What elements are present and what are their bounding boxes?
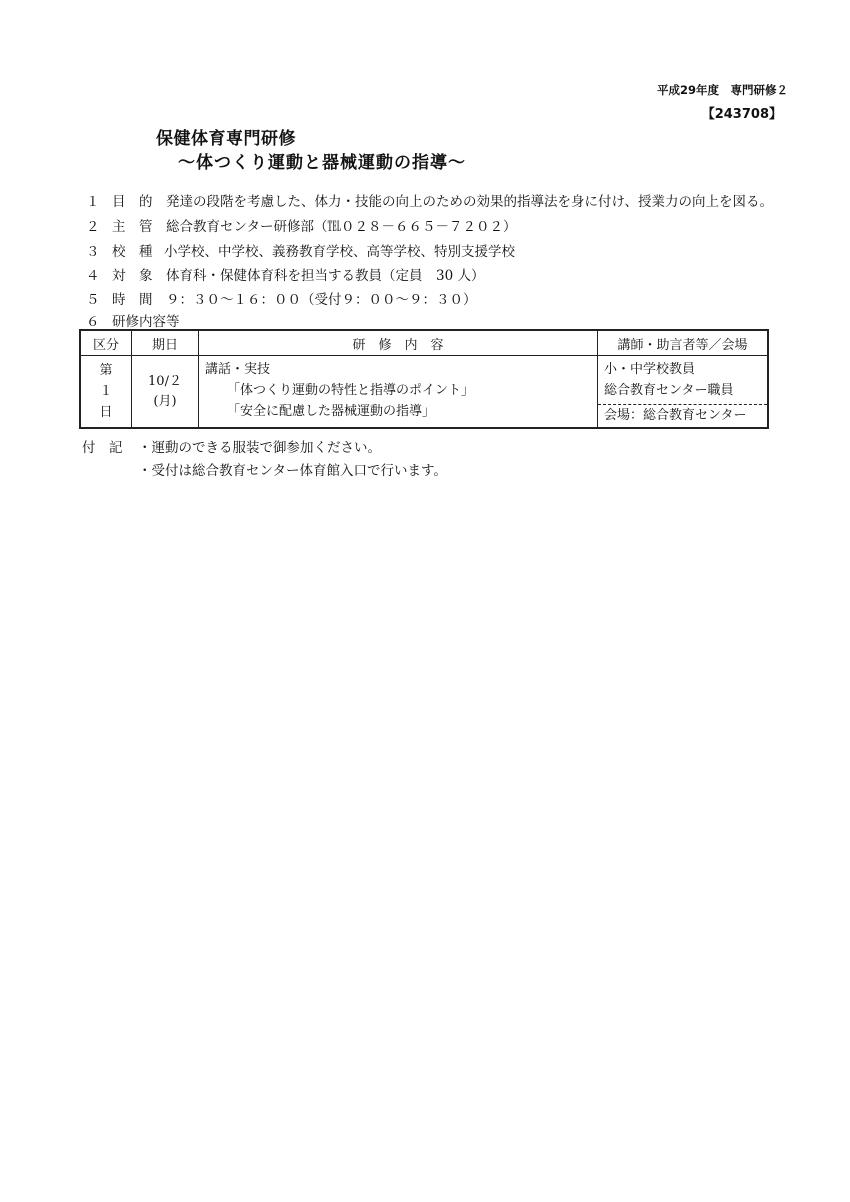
item-label: 時 間: [112, 292, 153, 308]
instructor-list: [598, 356, 767, 405]
table-header-row: [80, 330, 768, 356]
date-main: 10/２: [148, 373, 182, 389]
item-value: 体育科・保健体育科を担当する教員（定員 30 人）: [166, 268, 485, 284]
item-organizer: [86, 215, 516, 235]
instructor-line: 総合教育センター職員: [604, 383, 734, 398]
item-label: 目 的: [112, 194, 153, 210]
page-subtitle: ～体つくり運動と器械運動の指導～: [178, 153, 466, 173]
date-day: (月): [153, 393, 177, 409]
instructor-cell: [598, 356, 769, 429]
item-value: 小学校、中学校、義務教育学校、高等学校、特別支援学校: [164, 244, 515, 260]
item-number: ３: [86, 244, 100, 260]
course-code: 【243708】: [701, 107, 782, 122]
item-label: 研修内容等: [112, 314, 180, 330]
item-contents: [86, 310, 180, 330]
item-target: [86, 264, 484, 284]
content-line: 「安全に配慮した器械運動の指導」: [227, 404, 436, 419]
page-title: 保健体育専門研修: [156, 129, 296, 149]
content-line: 「体つくり運動の特性と指導のポイント」: [227, 383, 475, 398]
item-purpose: [86, 190, 773, 210]
item-value: ９：３０～１６：００（受付９：００～９：３０）: [166, 292, 477, 308]
division-char: １: [99, 384, 113, 399]
note-line: ・受付は総合教育センター体育館入口で行います。: [138, 463, 447, 479]
content-type: 講話・実技: [205, 362, 271, 377]
item-number: ２: [86, 219, 100, 235]
item-time: [86, 288, 477, 308]
item-label: 校 種: [112, 244, 153, 260]
header-division: 区分: [80, 330, 132, 356]
header-instructor: 講師・助言者等／会場: [598, 330, 769, 356]
date-cell: [132, 356, 199, 429]
item-number: ６: [86, 314, 100, 330]
item-number: ５: [86, 292, 100, 308]
division-cell: [80, 356, 132, 429]
item-label: 主 管: [112, 219, 153, 235]
division-char: 日: [99, 405, 113, 420]
item-number: ４: [86, 268, 100, 284]
item-number: １: [86, 194, 100, 210]
item-value: 総合教育センター研修部（℡０２８－６６５－７２０２）: [166, 219, 517, 235]
schedule-table: [79, 329, 769, 429]
instructor-line: 小・中学校教員: [604, 362, 696, 377]
header-date: 期日: [132, 330, 199, 356]
item-school-type: [86, 240, 515, 260]
notes-label: 付 記: [82, 440, 123, 456]
content-cell: [199, 356, 598, 429]
note-line: ・運動のできる服装で御参加ください。: [138, 440, 381, 456]
venue: 会場：総合教育センター: [604, 408, 747, 423]
division-char: 第: [99, 363, 113, 378]
header-content: 研 修 内 容: [199, 330, 598, 356]
item-label: 対 象: [112, 268, 153, 284]
year-label: 平成29年度 専門研修２: [656, 83, 788, 97]
table-row: [80, 356, 768, 429]
item-value: 発達の段階を考慮した、体力・技能の向上のための効果的指導法を身に付け、授業力の向上を図る。: [166, 194, 773, 210]
